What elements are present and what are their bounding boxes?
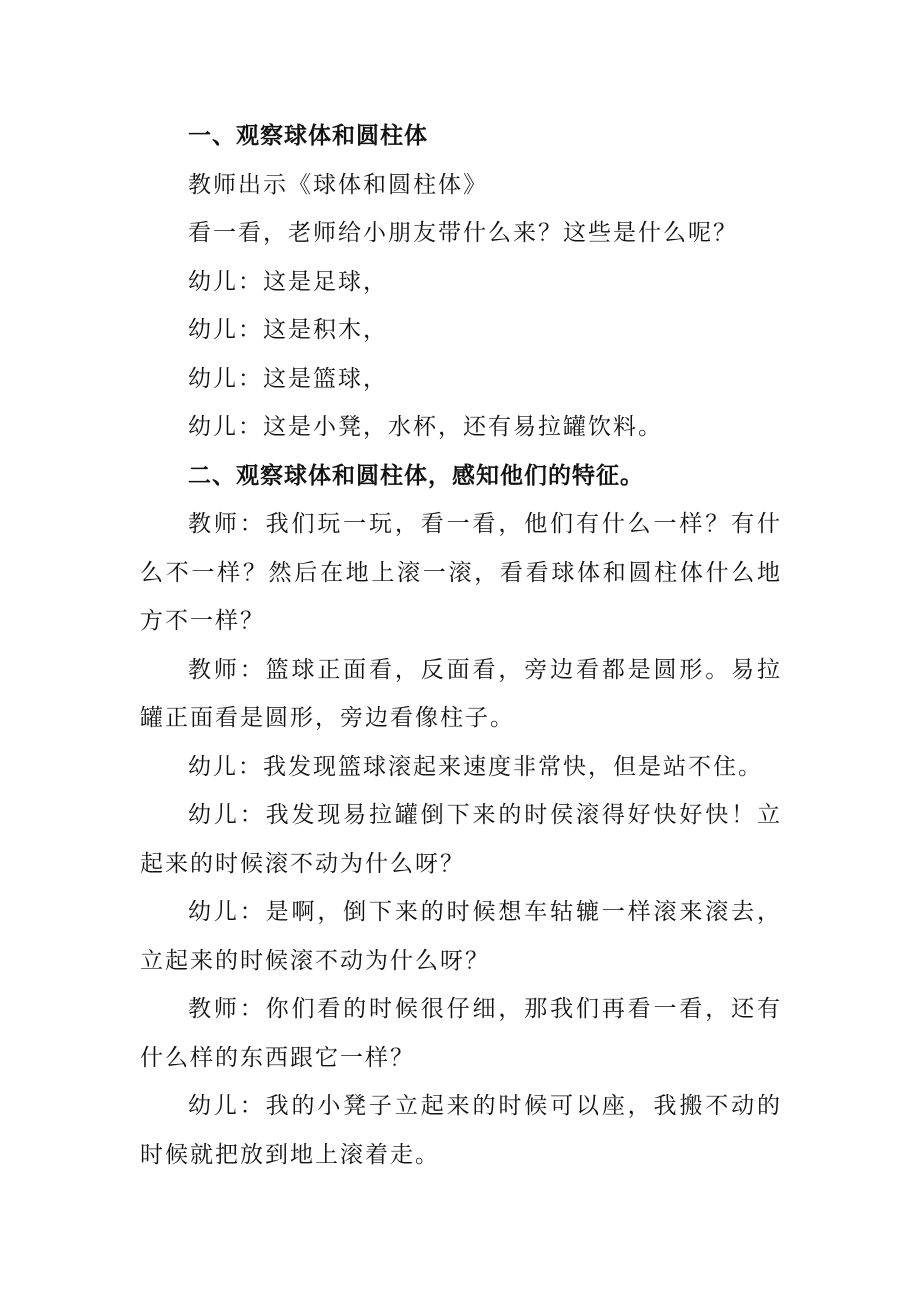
paragraph: 幼儿：我的小凳子立起来的时候可以座，我搬不动的时候就把放到地上滚着走。 bbox=[140, 1093, 782, 1168]
section-heading-observe: 一、观察球体和圆柱体 bbox=[188, 123, 428, 149]
paragraph: 幼儿：这是积木， bbox=[188, 317, 388, 343]
paragraph: 幼儿：是啊，倒下来的时候想车轱辘一样滚来滚去，立起来的时候滚不动为什么呀？ bbox=[140, 899, 782, 974]
paragraph: 幼儿：我发现篮球滚起来速度非常快，但是站不住。 bbox=[188, 753, 763, 780]
paragraph: 看一看，老师给小朋友带什么来？这些是什么呢？ bbox=[188, 220, 738, 246]
paragraph: 教师：你们看的时候很仔细，那我们再看一看，还有什么样的东西跟它一样？ bbox=[140, 996, 782, 1071]
section-heading-features: 二、观察球体和圆柱体，感知他们的特征。 bbox=[188, 462, 644, 489]
paragraph: 幼儿：这是小凳，水杯，还有易拉罐饮料。 bbox=[188, 414, 663, 440]
paragraph: 幼儿：这是足球， bbox=[188, 268, 388, 295]
document-page bbox=[140, 112, 782, 1179]
paragraph: 幼儿：这是篮球， bbox=[188, 365, 388, 392]
paragraph: 幼儿：我发现易拉罐倒下来的时侯滚得好快好快！立起来的时候滚不动为什么呀？ bbox=[140, 802, 782, 877]
paragraph: 教师：我们玩一玩，看一看，他们有什么一样？有什么不一样？然后在地上滚一滚，看看球体和圆柱体什么地方不一样？ bbox=[140, 511, 782, 634]
paragraph: 教师：篮球正面看，反面看，旁边看都是圆形。易拉罐正面看是圆形，旁边看像柱子。 bbox=[140, 656, 782, 731]
paragraph: 教师出示《球体和圆柱体》 bbox=[188, 171, 488, 198]
